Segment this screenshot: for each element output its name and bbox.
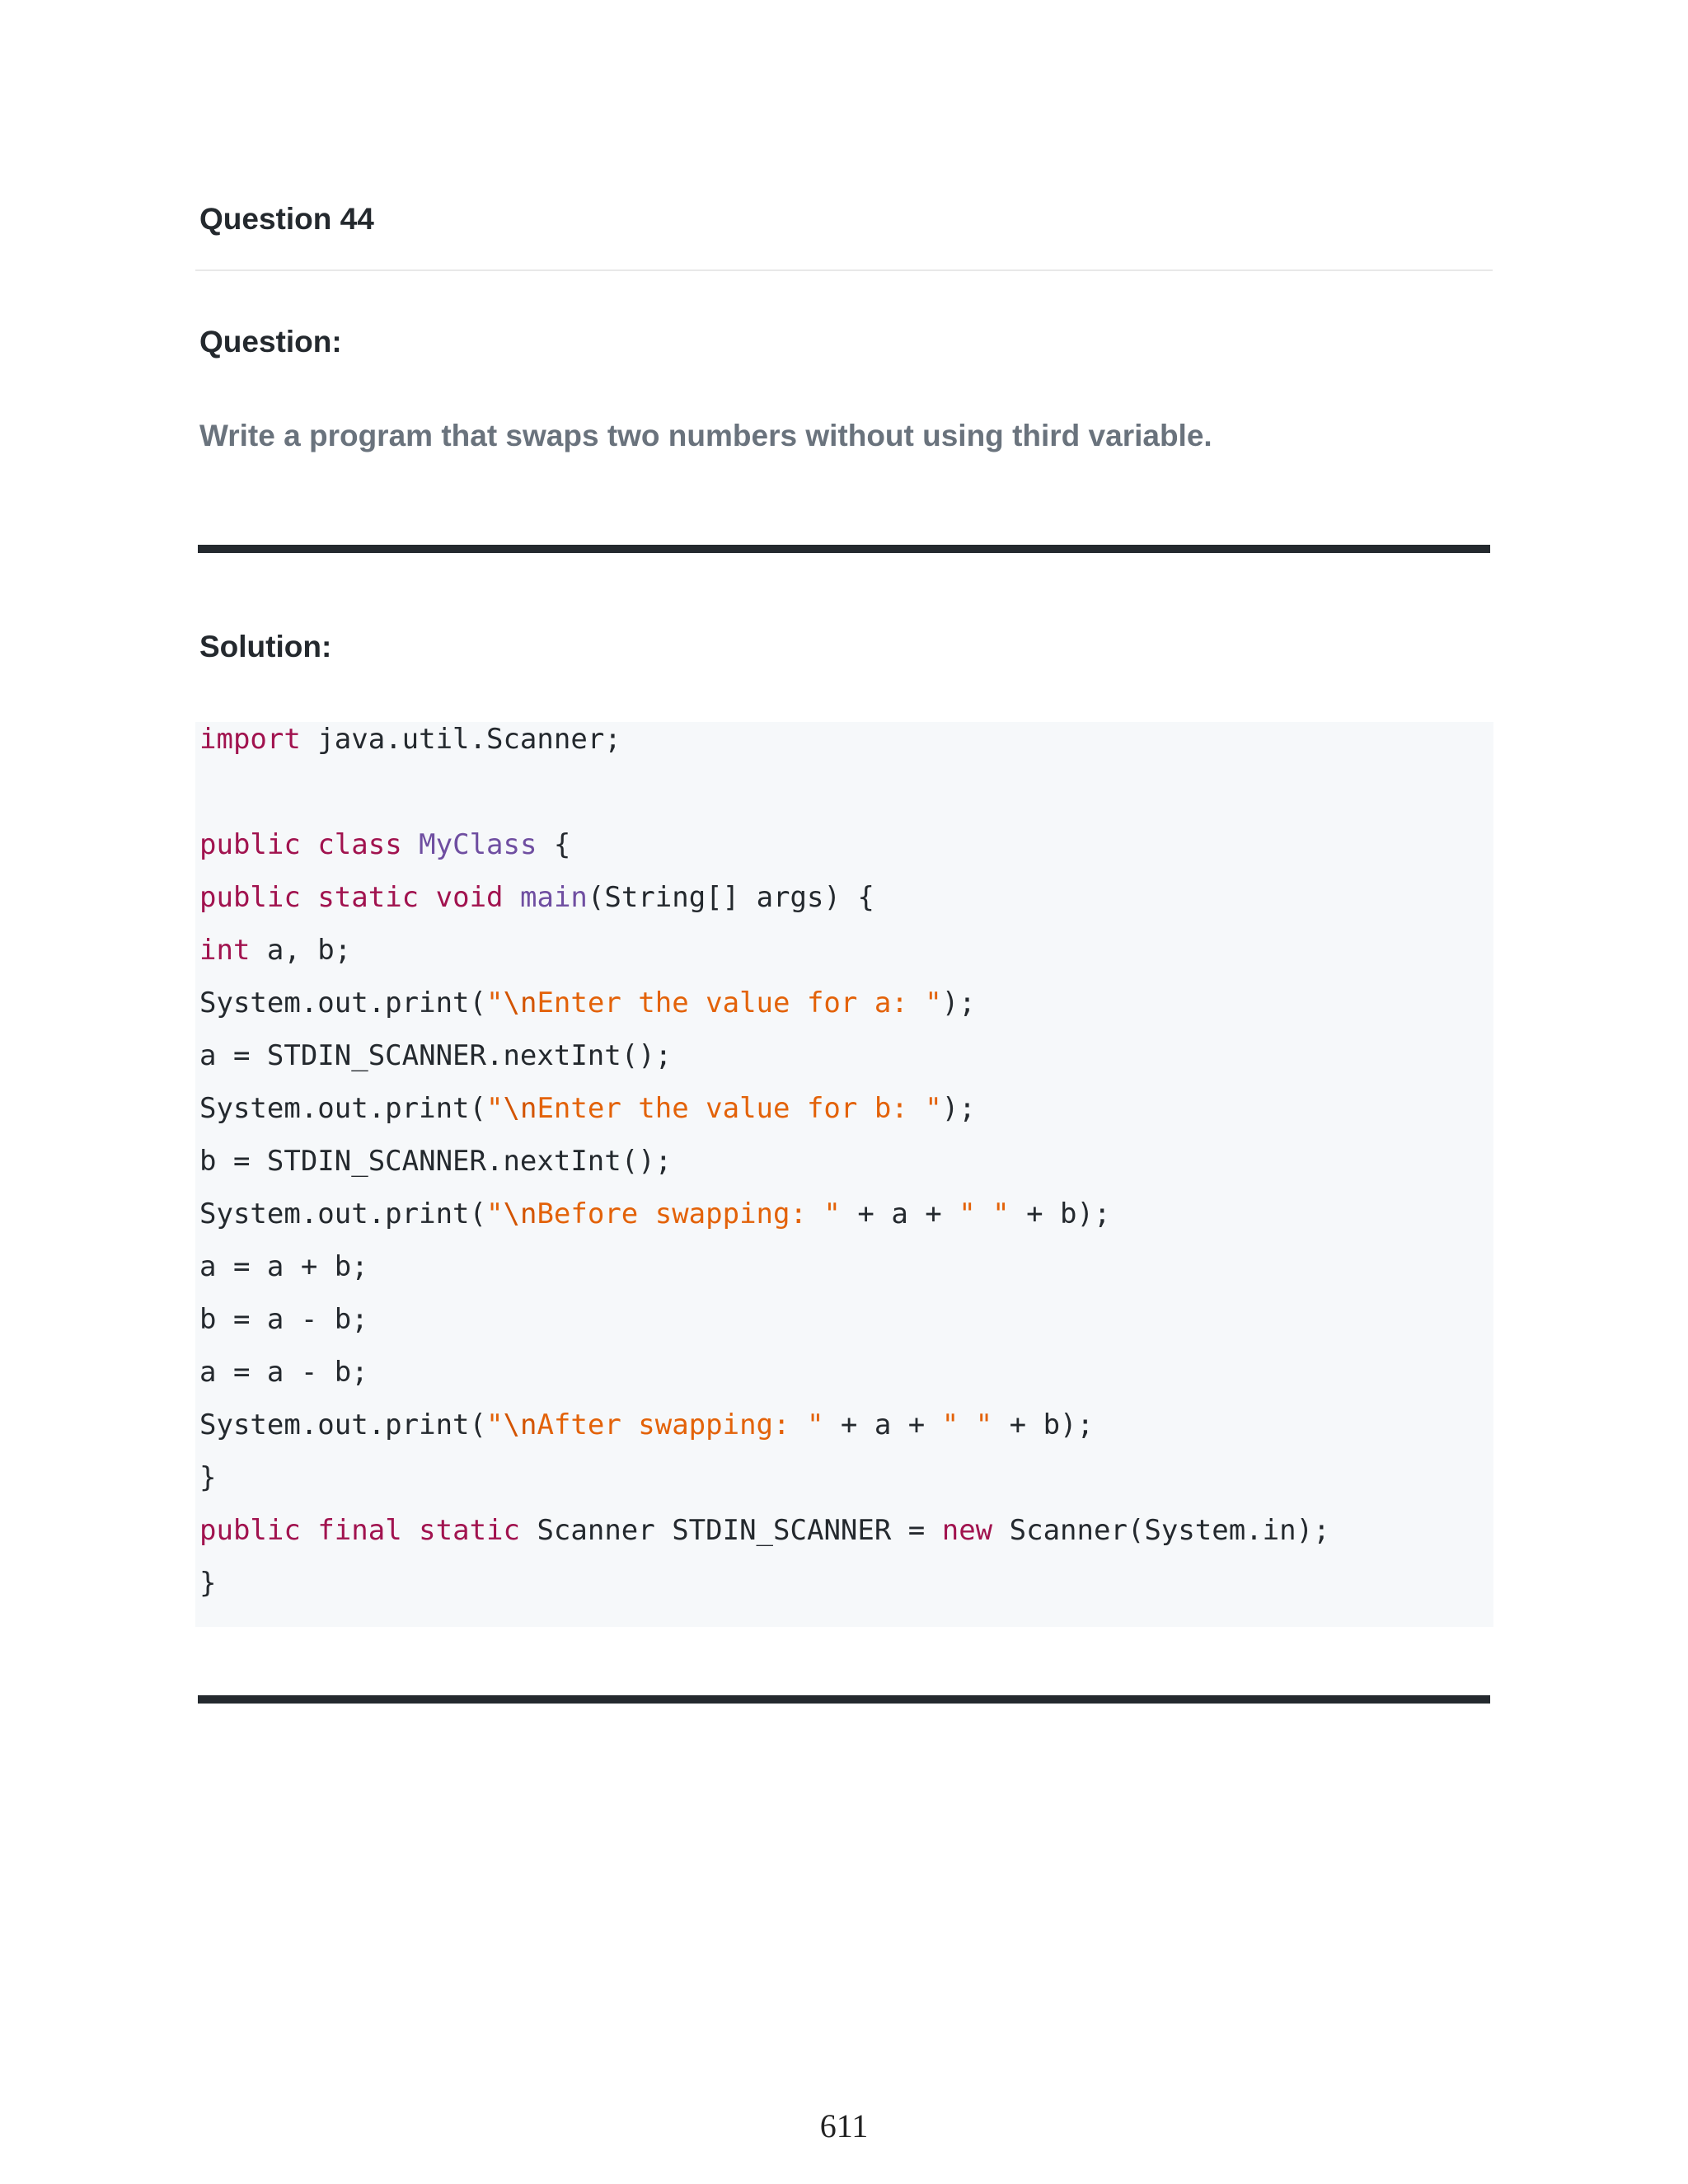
code-token: java.util.Scanner; [300, 723, 621, 756]
code-token [402, 828, 419, 861]
code-line [199, 1188, 1110, 1240]
code-token: " " [959, 1197, 1010, 1230]
page-number: 611 [819, 2107, 869, 2144]
code-token: \n [503, 1092, 537, 1125]
code-token: + a + [840, 1197, 959, 1230]
code-token: main [520, 881, 588, 914]
code-token [301, 1514, 317, 1547]
code-token: + a + [823, 1408, 942, 1441]
code-line [199, 1504, 1330, 1557]
code-token: \n [503, 987, 537, 1019]
code-token: new [941, 1514, 993, 1547]
code-token: System.out.print( [199, 1197, 486, 1230]
code-token: a, b; [250, 934, 352, 967]
code-line [199, 1082, 976, 1135]
code-token: " [486, 987, 504, 1019]
code-line [199, 977, 976, 1029]
code-line [199, 1399, 1094, 1451]
code-line [199, 1240, 368, 1293]
code-token: public [199, 881, 301, 914]
code-line [199, 1135, 672, 1188]
code-token: After swapping: " [537, 1408, 824, 1441]
code-token: System.out.print( [199, 987, 486, 1019]
code-token: b = a - b; [199, 1303, 368, 1336]
code-token: \n [503, 1408, 537, 1441]
question-text: Write a program that swaps two numbers without using third variable. [199, 419, 1212, 452]
code-token: final [317, 1514, 402, 1547]
code-token: MyClass [419, 828, 537, 861]
code-token [419, 881, 435, 914]
code-token: ); [941, 1092, 976, 1125]
solution-label: Solution: [199, 630, 332, 663]
code-token: System.out.print( [199, 1408, 486, 1441]
code-block [195, 722, 1493, 1627]
code-token: { [537, 828, 571, 861]
code-line [199, 924, 351, 977]
code-token: " [486, 1408, 504, 1441]
code-token: + b); [1009, 1197, 1111, 1230]
code-line [199, 1346, 368, 1399]
code-token: public [199, 1514, 301, 1547]
code-token: + b); [992, 1408, 1094, 1441]
question-label: Question: [199, 325, 342, 359]
code-token: Before swapping: " [537, 1197, 841, 1230]
code-token: static [317, 881, 420, 914]
question-number-heading: Question 44 [199, 202, 374, 236]
section-divider-top [198, 545, 1490, 553]
code-token: Enter the value for b: " [537, 1092, 942, 1125]
code-token: a = a + b; [199, 1250, 368, 1283]
code-token: public [199, 828, 301, 861]
code-token: ); [941, 987, 976, 1019]
code-line [199, 1451, 216, 1504]
code-token [301, 828, 317, 861]
code-token [402, 1514, 419, 1547]
code-token: \n [503, 1197, 537, 1230]
code-line [199, 1029, 672, 1082]
code-line [199, 1293, 368, 1346]
code-line [199, 818, 570, 871]
code-line [199, 713, 621, 766]
code-token: " [486, 1197, 504, 1230]
code-token: void [435, 881, 504, 914]
code-token: a = a - b; [199, 1356, 368, 1389]
code-line [199, 871, 874, 924]
code-token: " [486, 1092, 504, 1125]
code-token: class [317, 828, 402, 861]
code-token [301, 881, 317, 914]
code-token: Scanner STDIN_SCANNER = [519, 1514, 942, 1547]
heading-divider [195, 269, 1493, 271]
code-token: import [199, 723, 301, 756]
code-token: a = STDIN_SCANNER.nextInt(); [199, 1039, 673, 1072]
code-token: int [199, 934, 251, 967]
code-token: Enter the value for a: " [537, 987, 942, 1019]
code-token [504, 881, 520, 914]
section-divider-bottom [198, 1695, 1490, 1704]
code-line [199, 1557, 216, 1610]
code-token: } [199, 1461, 217, 1494]
code-token: Scanner(System.in); [992, 1514, 1330, 1547]
code-token: " " [941, 1408, 993, 1441]
code-token: } [199, 1567, 217, 1600]
code-token: b = STDIN_SCANNER.nextInt(); [199, 1145, 673, 1178]
code-token: static [419, 1514, 520, 1547]
code-token: (String[] args) { [587, 881, 874, 914]
code-token: System.out.print( [199, 1092, 486, 1125]
